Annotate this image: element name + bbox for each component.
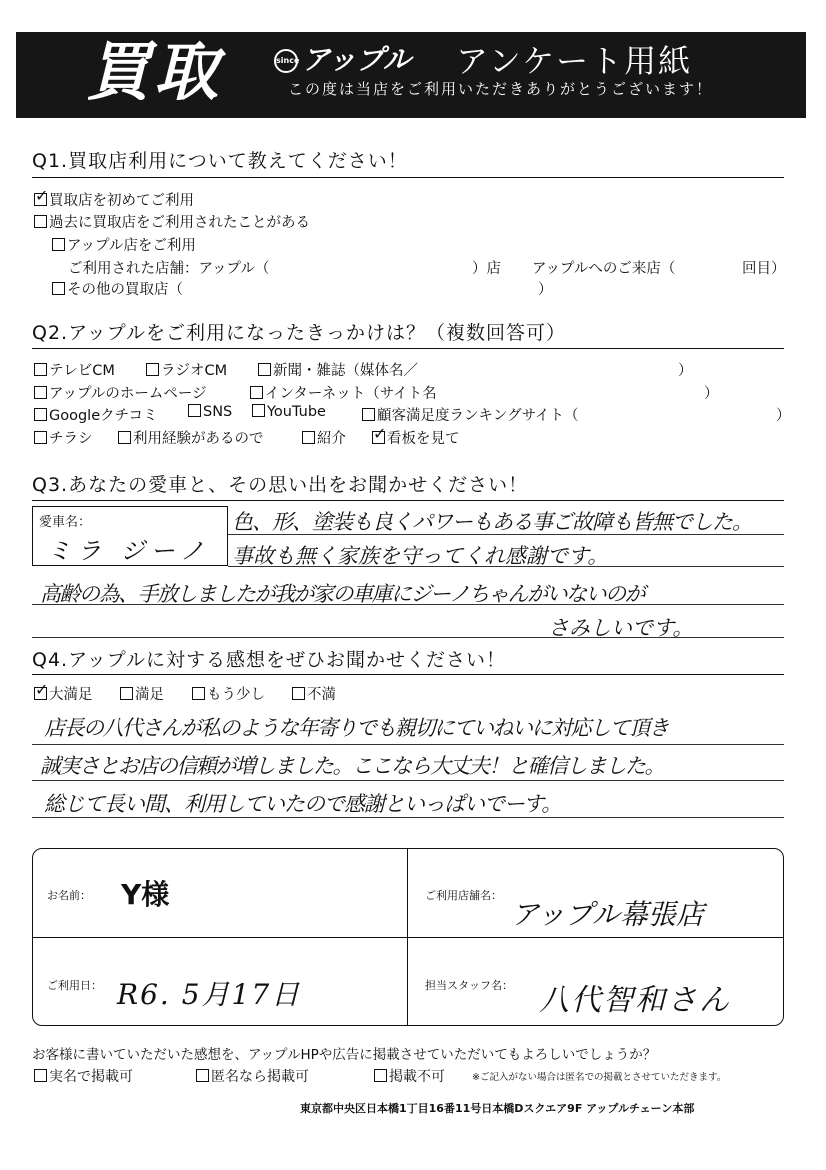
checkbox-checked-icon[interactable]	[372, 431, 385, 444]
consent-none[interactable]: 掲載不可	[374, 1066, 445, 1086]
q1-store-suffix: ）店	[472, 261, 501, 277]
checkbox-icon[interactable]	[34, 408, 47, 421]
q2-row1-close: ）	[678, 363, 693, 379]
store-label: ご利用店舗名：	[425, 889, 502, 902]
q2-opt-google[interactable]: Googleクチコミ	[34, 404, 158, 425]
date-value[interactable]: R6. 5月17日	[117, 978, 302, 1011]
q2-opt-ranking[interactable]: 顧客満足度ランキングサイト（	[362, 404, 579, 425]
logo-text: アップル	[302, 43, 411, 76]
comment-text-3: 総じて長い間、利用していたので感謝といっぱいでーす。	[44, 792, 562, 816]
checkbox-icon[interactable]	[34, 386, 47, 399]
q1-opt-other[interactable]: その他の買取店（	[52, 278, 183, 299]
q4-opt-satisfied[interactable]: 満足	[120, 683, 164, 704]
q3-title: Q3.あなたの愛車と、その思い出をお聞かせください！	[32, 474, 529, 496]
q4-opt-very-satisfied[interactable]: ✓大満足	[34, 683, 93, 704]
checkbox-icon[interactable]	[52, 282, 65, 295]
q1-visits-label: アップルへのご来店（	[532, 261, 676, 277]
q2-opt-referral[interactable]: 紹介	[302, 427, 346, 448]
q2-title: Q2.アップルをご利用になったきっかけは？（複数回答可）	[32, 322, 566, 344]
staff-value[interactable]: 八代智和さん	[539, 983, 731, 1018]
checkbox-checked-icon[interactable]	[34, 687, 47, 700]
comment-text-2: 誠実さとお店の信頼が増しました。ここなら大丈夫！と確信しました。	[40, 754, 664, 778]
checkbox-icon[interactable]	[374, 1069, 387, 1082]
consent-question: お客様に書いていただいた感想を、アップルHPや広告に掲載させていただいてもよろしいでしょうか？	[32, 1047, 657, 1063]
q2-opt-youtube[interactable]: YouTube	[252, 404, 326, 420]
car-name-box[interactable]	[32, 506, 228, 566]
q3-rule	[32, 500, 784, 501]
checkbox-icon[interactable]	[302, 431, 315, 444]
q2-row2-close: ）	[704, 386, 719, 402]
checkbox-icon[interactable]	[34, 1069, 47, 1082]
q1-visits-suffix: 回目）	[742, 261, 786, 277]
q4-opt-dissatisfied[interactable]: 不満	[292, 683, 336, 704]
logo-circle: since	[274, 49, 298, 73]
date-label: ご利用日：	[47, 979, 102, 992]
car-name-value: ミラ ジーノ	[47, 537, 211, 565]
q2-opt-signboard[interactable]: ✓ 看板を見て	[372, 427, 460, 448]
kaitori-title: 買取	[86, 36, 222, 110]
name-label: お名前：	[47, 889, 91, 902]
survey-title: アンケート用紙	[456, 42, 693, 80]
info-divider-h	[33, 937, 783, 938]
checkbox-icon[interactable]	[52, 238, 65, 251]
memory-text-1: 色、形、塗装も良くパワーもある事ご故障も皆無でした。	[232, 510, 752, 534]
apple-logo	[274, 38, 411, 78]
q1-opt-first[interactable]: ✓買取店を初めてご利用	[34, 189, 194, 210]
checkbox-icon[interactable]	[196, 1069, 209, 1082]
q2-opt-internet[interactable]: インターネット（サイト名	[250, 382, 437, 403]
consent-anonymous[interactable]: 匿名なら掲載可	[196, 1066, 309, 1086]
q1-rule	[32, 177, 784, 178]
name-value[interactable]: Y様	[121, 878, 170, 911]
store-value[interactable]: アップル幕張店	[511, 898, 704, 931]
header-banner	[16, 32, 806, 118]
checkbox-icon[interactable]	[34, 215, 47, 228]
hq-address: 東京都中央区日本橋1丁目16番11号日本橋Dスクエア9F アップルチェーン本部	[300, 1102, 695, 1115]
checkbox-icon[interactable]	[34, 363, 47, 376]
checkbox-checked-icon[interactable]	[34, 193, 47, 206]
q2-opt-newspaper[interactable]: 新聞・雑誌（媒体名／	[258, 359, 418, 380]
q2-opt-tvcm[interactable]: テレビCM	[34, 359, 115, 380]
q2-opt-flyer[interactable]: チラシ	[34, 427, 93, 448]
checkbox-icon[interactable]	[146, 363, 159, 376]
q1-other-close: ）	[538, 282, 553, 298]
comment-line-1	[32, 744, 784, 745]
consent-real-name[interactable]: 実名で掲載可	[34, 1066, 133, 1086]
q2-row3-close: ）	[776, 408, 791, 424]
q1-opt-past[interactable]: 過去に買取店をご利用されたことがある	[34, 211, 310, 232]
q4-title: Q4.アップルに対する感想をぜひお聞かせください！	[32, 649, 506, 671]
checkbox-icon[interactable]	[120, 687, 133, 700]
checkbox-icon[interactable]	[118, 431, 131, 444]
comment-text-1: 店長の八代さんが私のような年寄りでも親切にていねいに対応して頂き	[44, 716, 668, 740]
q1-opt-apple[interactable]: アップル店をご利用	[52, 234, 196, 255]
staff-label: 担当スタッフ名：	[425, 979, 513, 992]
checkbox-icon[interactable]	[188, 404, 201, 417]
memory-text-2: 事故も無く家族を守ってくれ感謝です。	[232, 544, 609, 568]
q2-opt-sns[interactable]: SNS	[188, 404, 232, 420]
q2-opt-experience[interactable]: 利用経験があるので	[118, 427, 264, 448]
checkbox-icon[interactable]	[34, 431, 47, 444]
customer-info-box	[32, 848, 784, 1026]
q1-title: Q1.買取店利用について教えてください！	[32, 150, 408, 172]
checkbox-icon[interactable]	[292, 687, 305, 700]
memory-text-4: さみしいです。	[548, 616, 694, 640]
q2-opt-homepage[interactable]: アップルのホームページ	[34, 382, 207, 403]
checkbox-icon[interactable]	[252, 404, 265, 417]
memory-text-3: 高齢の為、手放しましたが我が家の車庫にジーノちゃんがいないのが	[40, 582, 645, 606]
q2-rule	[32, 348, 784, 349]
comment-line-2	[32, 780, 784, 781]
checkbox-icon[interactable]	[192, 687, 205, 700]
consent-note: ※ご記入がない場合は匿名での掲載とさせていただきます。	[472, 1072, 727, 1083]
q4-opt-somewhat[interactable]: もう少し	[192, 683, 265, 704]
checkbox-icon[interactable]	[362, 408, 375, 421]
car-name-label: 愛車名：	[39, 515, 92, 530]
q1-store-label: ご利用された店舗：アップル（	[68, 261, 270, 277]
q4-rule	[32, 674, 784, 675]
header-subtitle: この度は当店をご利用いただきありがとうございます！	[288, 80, 714, 98]
checkbox-icon[interactable]	[258, 363, 271, 376]
checkbox-icon[interactable]	[250, 386, 263, 399]
q2-opt-radiocm[interactable]: ラジオCM	[146, 359, 227, 380]
